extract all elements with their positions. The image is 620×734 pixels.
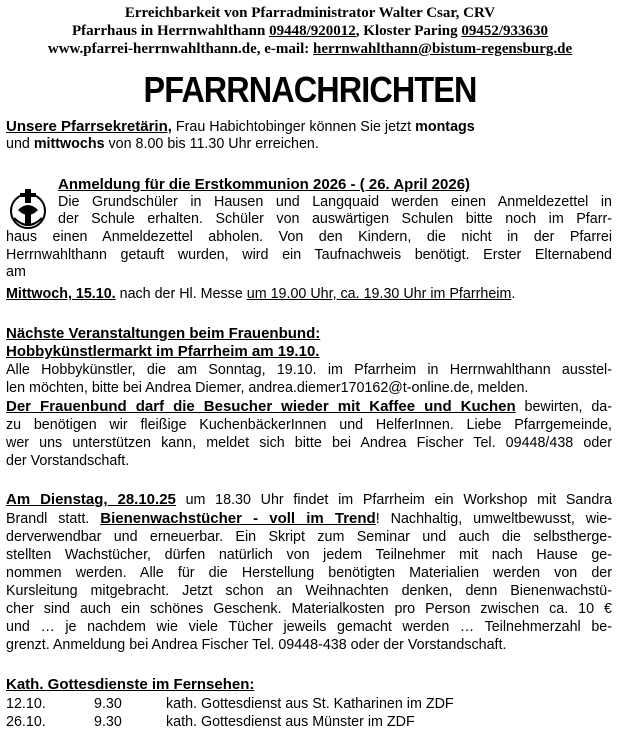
workshop-text-line: nommen werden. Alle für die Herstellung benötigten Materialien werden von der [6, 565, 612, 581]
page-title: PFARRNACHRICHTEN [143, 69, 477, 110]
coffee-line [6, 398, 612, 416]
hobby-market-heading: Hobbykünstlermarkt im Pfarrheim am 19.10. [6, 343, 320, 360]
frauenbund-text-line: Alle Hobbykünstler, die am Sonntag, 19.10. im Pfarrheim in Herrnwahlthann ausstel- [6, 362, 612, 378]
coffee-text: bewirten, da- [515, 399, 612, 415]
tv-heading-line [6, 676, 254, 694]
communion-heading: Anmeldung für die Erstkommunion 2026 - ( 26. April 2026) [58, 176, 471, 193]
communion-text-line: der Schule erhalten. Schüler von auswärtigen Schulen bitte noch im Pfarr- [58, 211, 612, 227]
email-label: , e-mail: [256, 41, 313, 57]
communion-date-text: nach der Hl. Messe [115, 286, 247, 302]
secretary-heading: Unsere Pfarrsekretärin, [6, 118, 172, 135]
frauenbund-text-line: der Vorstandschaft. [6, 453, 130, 469]
tv-row-time: 9.30 [94, 714, 122, 730]
workshop-text-pre: Brandl statt. [6, 511, 101, 527]
secretary-text-1: Frau Habichtobinger können Sie jetzt [171, 119, 416, 135]
header-line-1: Erreichbarkeit von Pfarradministrator Walter Csar, CRV [124, 5, 496, 21]
secretary-day-1: montags [415, 119, 475, 135]
header-parish-office: Pfarrhaus in Herrnwahlthann [72, 23, 270, 39]
workshop-date: Am Dienstag, 28.10.25 [6, 491, 176, 508]
workshop-text-line: grenzt. Anmeldung bei Andrea Fischer Tel. 09448-438 oder der Vorstandschaft. [6, 637, 507, 653]
communion-heading-line [58, 176, 470, 194]
frauenbund-heading-line [6, 325, 320, 343]
communion-text-line: haus einen Anmeldezettel abholen. Von den Kindern, die nicht in der Pfarrei [6, 229, 612, 245]
workshop-line-1 [6, 491, 612, 509]
header-line-2 [0, 22, 620, 40]
secretary-line-1 [6, 118, 475, 136]
workshop-text-line: derverwendbar und erneuerbar. Ein Skript zum Seminar und auch die selbstherge- [6, 529, 612, 545]
secretary-text-pre: und [6, 136, 34, 152]
frauenbund-heading: Nächste Veranstaltungen beim Frauenbund: [6, 325, 321, 342]
communion-date-line [6, 286, 515, 303]
tv-row [6, 696, 612, 713]
workshop-text-1: um 18.30 Uhr findet im Pfarrheim ein Workshop mit Sandra [175, 492, 612, 508]
hobby-market-heading-line [6, 343, 319, 361]
tv-row [6, 714, 612, 731]
workshop-text-line: stellten Wachstücher, dürfen natürlich von jedem Teilnehmer mit nach Hause ge- [6, 547, 612, 563]
communion-date: Mittwoch, 15.10. [6, 286, 116, 302]
email-link[interactable]: herrnwahlthann@bistum-regensburg.de [313, 41, 573, 57]
communion-date-end: . [511, 286, 516, 302]
tv-row-text: kath. Gottesdienst aus Münster im ZDF [166, 714, 415, 730]
header-line-3 [0, 40, 620, 58]
phone-link-1[interactable]: 09448/920012 [269, 23, 356, 39]
communion-text-line: Herrnwahlthann getauft wurden, wird ein Taufnachweis benötigt. Erster Elternabend [6, 247, 612, 263]
workshop-text-line: und … je nachdem wie viele Tücher jeweils gemacht werden … Teilnehmerzahl be- [6, 619, 612, 635]
workshop-text-line: cher sind auch ein schönes Geschenk. Materialkosten pro Person zwischen ca. 10 € [6, 601, 612, 617]
tv-row-date: 12.10. [6, 696, 46, 712]
header-monastery: , Kloster Paring [355, 23, 462, 39]
communion-text-line: Die Grundschüler in Hausen und Langquaid werden einen Anmeldezettel in [58, 194, 612, 210]
phone-link-2[interactable]: 09452/933630 [461, 23, 548, 39]
secretary-day-2: mittwochs [33, 136, 105, 152]
first-communion-icon [6, 186, 50, 232]
secretary-line-2 [6, 136, 319, 153]
tv-heading: Kath. Gottesdienste im Fernsehen: [6, 676, 255, 693]
communion-time: um 19.00 Uhr, ca. 19.30 Uhr im Pfarrheim [246, 286, 512, 302]
frauenbund-text-line: zu benötigen wir fleißige KuchenbäckerInnen und HelferInnen. Liebe Pfarrgemeinde, [6, 417, 612, 433]
frauenbund-text-line: wer uns unterstützen kann, meldet sich bitte bei Andrea Fischer Tel. 09448/438 oder [6, 435, 612, 451]
coffee-heading: Der Frauenbund darf die Besucher wieder mit Kaffee und Kuchen [6, 398, 516, 415]
workshop-text-line: Kursleitung mitgebracht. Jetzt schon an Weihnachten denken, denn Bienenwachstü- [6, 583, 612, 599]
workshop-text-post: ! Nachhaltig, umweltbewusst, wie- [375, 511, 612, 527]
frauenbund-text-line: len möchten, bitte bei Andrea Diemer, andrea.diemer170162@t-online.de, melden. [6, 380, 529, 396]
website-link[interactable]: www.pfarrei-herrnwahlthann.de [47, 41, 257, 57]
communion-text-line: am [6, 264, 26, 280]
tv-row-date: 26.10. [6, 714, 46, 730]
workshop-topic: Bienenwachstücher - voll im Trend [100, 510, 376, 527]
tv-row-text: kath. Gottesdienst aus St. Katharinen im ZDF [166, 696, 454, 712]
secretary-text-2: von 8.00 bis 11.30 Uhr erreichen. [104, 136, 319, 152]
tv-row-time: 9.30 [94, 696, 122, 712]
workshop-line-2 [6, 510, 612, 528]
